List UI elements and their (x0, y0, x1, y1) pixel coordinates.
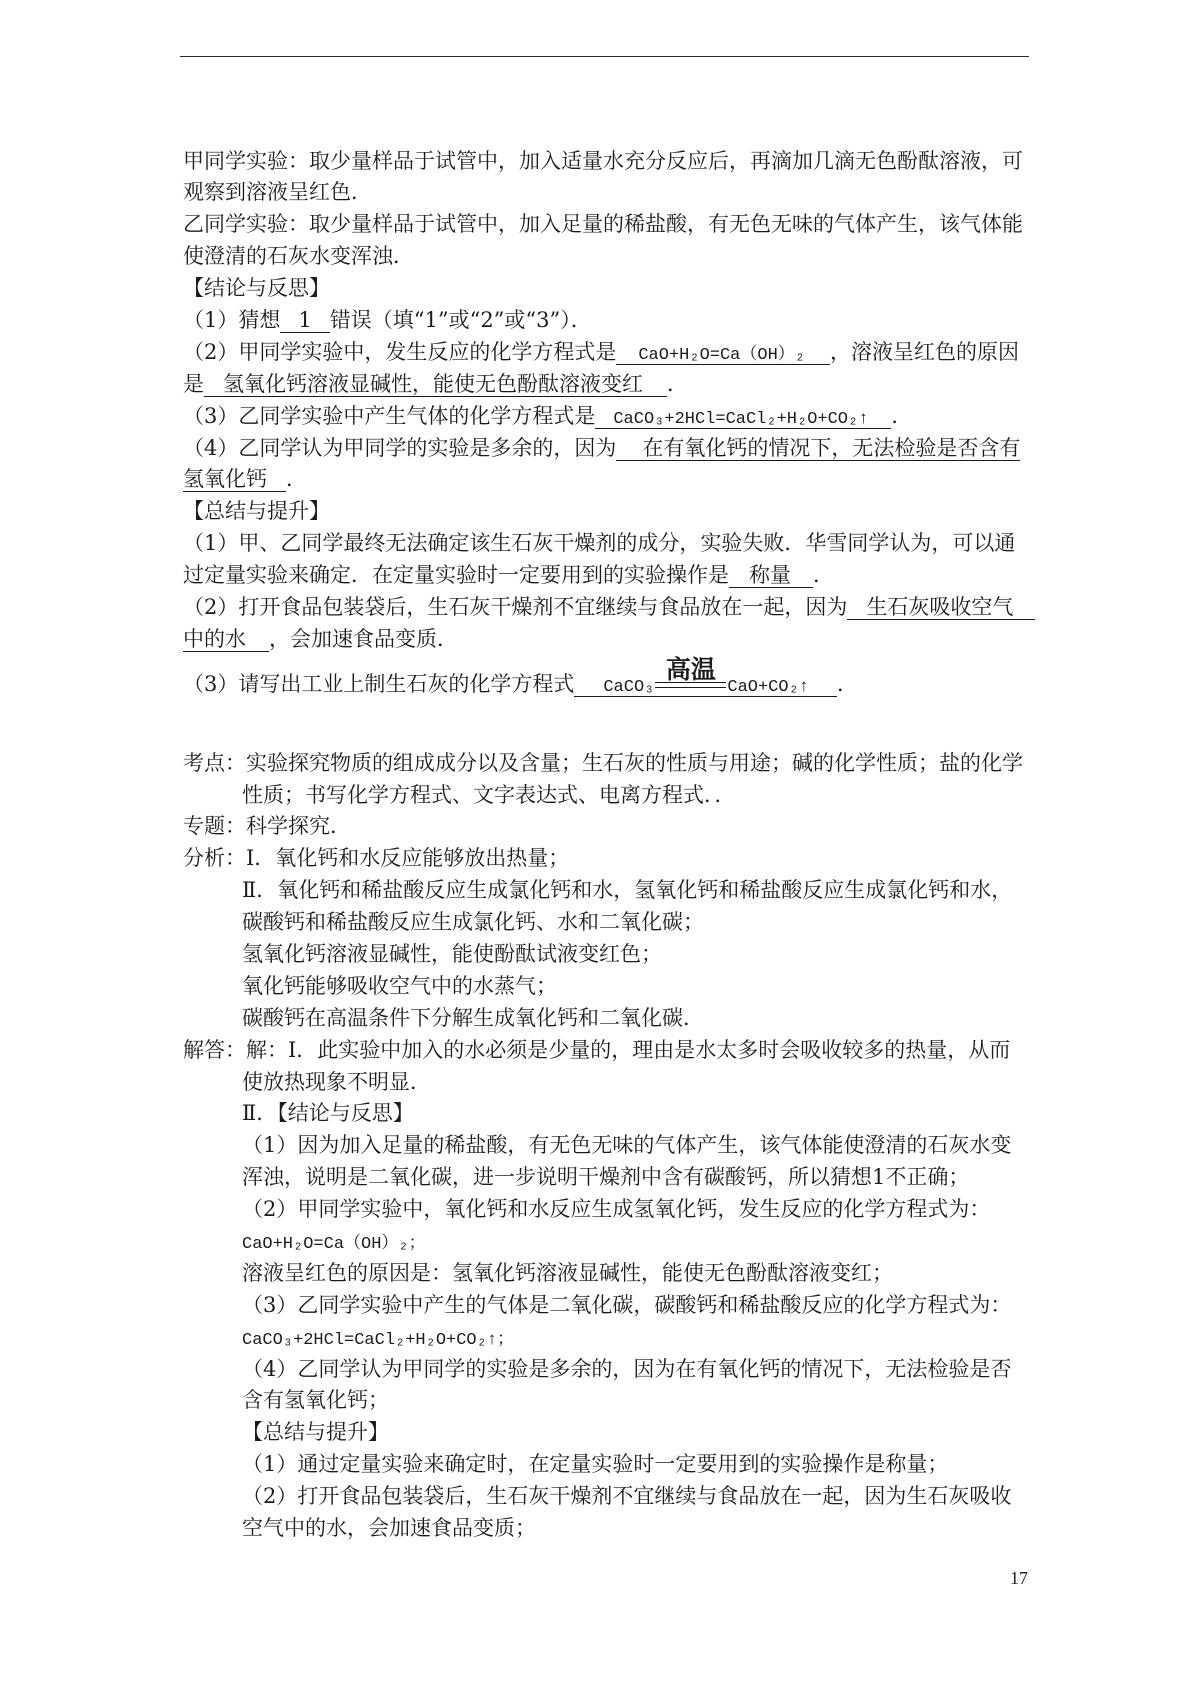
yi-experiment-line-2: 使澄清的石灰水变浑浊． (183, 244, 414, 269)
q3-prompt: （3）乙同学实验中产生气体的化学方程式是 (183, 403, 596, 428)
q4-prompt: （4）乙同学认为甲同学的实验是多余的，因为 (183, 435, 617, 460)
summary-q3 (183, 655, 1028, 701)
q4-answer-blank-part-1: 在有氧化钙的情况下，无法检验是否含有 (616, 436, 1020, 461)
jieda-line-15: （2）打开食品包装袋后，生石灰干燥剂不宜继续与食品放在一起，因为生石灰吸收 (242, 1484, 1012, 1509)
jieda-line-10 (183, 1322, 1028, 1354)
q1-prompt: （1）猜想 (183, 307, 281, 332)
summary-q3-prompt: （3）请写出工业上制生石灰的化学方程式 (183, 671, 575, 696)
summary-q2-prompt: （2）打开食品包装袋后，生石灰干燥剂不宜继续与食品放在一起，因为 (183, 594, 848, 619)
conclusion-q1 (183, 305, 1028, 337)
reaction-condition: 高温 (665, 655, 716, 685)
jieda-equation-2: CaCO₃+2HCl=CaCl₂+H₂O+CO₂↑； (242, 1330, 515, 1350)
summary-q3-prompt-tail: ． (837, 671, 858, 696)
lime-equation-blank (574, 655, 837, 697)
conclusion-q2-line-1 (183, 337, 1028, 369)
jieda-line-13: 【总结与提升】 (242, 1420, 389, 1445)
kaodian-line-1 (183, 748, 1028, 780)
fenxi-line-5: 氧化钙能够吸收空气中的水蒸气； (242, 973, 557, 998)
jieda-line-5: 浑浊，说明是二氧化碳，进一步说明干燥剂中含有碳酸钙，所以猜想1不正确； (242, 1165, 970, 1190)
summary-q2-prompt-tail: ，会加速食品变质． (269, 626, 458, 651)
jieda-line-2: 使放热现象不明显． (242, 1069, 431, 1094)
summary-q2-line-2 (183, 624, 1028, 656)
jieda-equation-1: CaO+H₂O=Ca（OH）₂； (242, 1235, 426, 1254)
jieda-line-6: （2）甲同学实验中，氧化钙和水反应生成氢氧化钙，发生反应的化学方程式为： (242, 1197, 991, 1222)
summary-q1-answer-blank: 称量 (729, 563, 813, 588)
jieda-line-14: （1）通过定量实验来确定时，在定量实验时一定要用到的实验操作是称量； (242, 1452, 949, 1477)
summary-q2-answer-blank-part-2: 中的水 (183, 627, 269, 652)
q2-equation-blank (616, 340, 830, 365)
summary-q1-prompt: 过定量实验来确定．在定量实验时一定要用到的实验操作是 (183, 563, 729, 588)
jieda-line-11: （4）乙同学认为甲同学的实验是多余的，因为在有氧化钙的情况下，无法检验是否 (242, 1356, 1012, 1381)
kaodian-line-2: 性质；书写化学方程式、文字表达式、电离方程式．． (242, 782, 736, 807)
jia-experiment-line-2: 观察到溶液呈红色． (183, 180, 372, 205)
page-number: 17 (1010, 1568, 1028, 1588)
summary-q2-answer-blank-part-1: 生石灰吸收空气 (847, 595, 1035, 620)
q3-equation-blank (595, 404, 891, 429)
q2-prompt-tail: ，溶液呈红色的原因 (829, 339, 1019, 364)
jieda-line-16: 空气中的水，会加速食品变质； (242, 1516, 536, 1541)
q4-answer-blank-part-2: 氢氧化钙 (183, 467, 286, 492)
summary-q2-line-1 (183, 592, 1028, 624)
q3-prompt-tail: ． (891, 403, 913, 428)
q2-reason-suffix: ． (667, 371, 688, 396)
q2-reason-blank: 氢氧化钙溶液显碱性，能使无色酚酞溶液变红 (204, 372, 667, 397)
jieda-line-7 (183, 1226, 1028, 1258)
q4-prompt-tail: ． (286, 467, 307, 492)
fenxi-line-3: 碳酸钙和稀盐酸反应生成氯化钙、水和二氧化碳； (242, 910, 704, 935)
q3-equation: CaCO₃+2HCl=CaCl₂+H₂O+CO₂↑ (613, 409, 869, 429)
jieda-label: 解答： (183, 1037, 246, 1062)
jieda-line-3: Ⅱ．【结论与反思】 (242, 1101, 414, 1126)
q1-answer-blank: 1 (280, 308, 329, 333)
fenxi-line-1 (183, 843, 1028, 875)
yi-experiment-line-1: 乙同学实验：取少量样品于试管中，加入足量的稀盐酸，有无色无味的气体产生，该气体能 (183, 212, 1023, 237)
fenxi-line-4: 氢氧化钙溶液显碱性，能使酚酞试液变红色； (242, 941, 662, 966)
conclusion-heading: 【结论与反思】 (183, 276, 330, 301)
q2-prompt: （2）甲同学实验中，发生反应的化学方程式是 (183, 339, 617, 364)
conclusion-q2-line-2 (183, 369, 1028, 401)
summary-heading: 【总结与提升】 (183, 499, 330, 524)
kaodian-label: 考点： (183, 750, 246, 775)
jieda-line-8: 溶液呈红色的原因是：氢氧化钙溶液显碱性，能使无色酚酞溶液变红； (242, 1260, 893, 1285)
fenxi-label: 分析： (183, 846, 246, 871)
fenxi-line-6: 碳酸钙在高温条件下分解生成氧化钙和二氧化碳． (242, 1005, 704, 1030)
fenxi-text: Ⅰ．氧化钙和水反应能够放出热量； (246, 846, 570, 871)
kaodian-text: 实验探究物质的组成成分以及含量；生石灰的性质与用途；碱的化学性质；盐的化学 (246, 750, 1023, 775)
zhuanti-text: 科学探究． (246, 814, 351, 839)
zhuanti-label: 专题： (183, 814, 246, 839)
jieda-text: 解：Ⅰ．此实验中加入的水必须是少量的，理由是水太多时会吸收较多的热量，从而 (246, 1037, 1011, 1062)
zhuanti-line (183, 811, 1028, 843)
q2-equation: CaO+H₂O=Ca（OH）₂ (638, 345, 805, 365)
summary-q1-line-1: （1）甲、乙同学最终无法确定该生石灰干燥剂的成分，实验失败．华雪同学认为，可以通 (183, 531, 1016, 556)
q1-prompt-tail: 错误（填“1”或“2”或“3”）． (329, 307, 592, 332)
q2-reason-prefix: 是 (183, 371, 204, 396)
reaction-equals-sign (655, 655, 726, 688)
jieda-line-4: （1）因为加入足量的稀盐酸，有无色无味的气体产生，该气体能使澄清的石灰水变 (242, 1133, 1012, 1158)
summary-q1-prompt-tail: ． (813, 563, 834, 588)
jia-experiment-line-1: 甲同学实验：取少量样品于试管中，加入适量水充分反应后，再滴加几滴无色酚酞溶液，可 (183, 148, 1023, 173)
reactant-formula: CaCO₃ (603, 677, 655, 697)
jieda-line-9: （3）乙同学实验中产生的气体是二氧化碳，碳酸钙和稀盐酸反应的化学方程式为： (242, 1292, 1012, 1317)
jieda-line-1 (183, 1035, 1028, 1067)
jieda-line-12: 含有氢氧化钙； (242, 1388, 389, 1413)
products-formula: CaO+CO₂↑ (727, 677, 809, 697)
fenxi-line-2: Ⅱ．氧化钙和稀盐酸反应生成氯化钙和水，氢氧化钙和稀盐酸反应生成氯化钙和水， (242, 878, 1013, 903)
conclusion-q4-line-2 (183, 464, 1028, 496)
conclusion-q3 (183, 401, 1028, 433)
conclusion-q4-line-1 (183, 433, 1028, 465)
header-rule (180, 56, 1029, 57)
page-content (183, 146, 1028, 1545)
summary-q1-line-2 (183, 560, 1028, 592)
